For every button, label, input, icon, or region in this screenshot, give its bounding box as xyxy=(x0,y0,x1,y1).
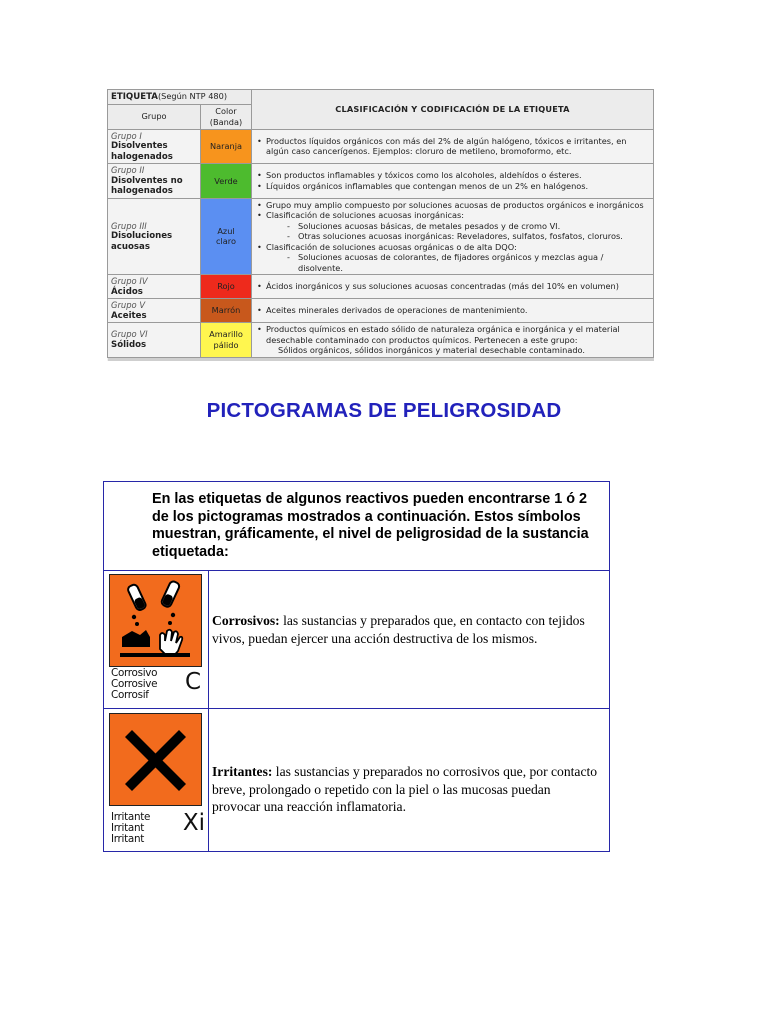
corrosive-symbol xyxy=(110,575,201,666)
bullet-text: Clasificación de soluciones acuosas inorgánicas: xyxy=(266,210,465,220)
group-name: Sólidos xyxy=(111,339,147,350)
group-number: Grupo VI xyxy=(111,329,148,340)
group-number: Grupo I xyxy=(111,130,142,141)
description-list xyxy=(255,136,650,157)
classification-header: CLASIFICACIÓN Y CODIFICACIÓN DE LA ETIQUETA xyxy=(252,90,654,130)
label-line: Irritante xyxy=(111,811,151,823)
page-heading: PICTOGRAMAS DE PELIGROSIDAD xyxy=(206,399,562,422)
corrosive-text: las sustancias y preparados que, en contacto con tejidos vivos, puedan ejercer una acción destructiva de los mismos. xyxy=(212,613,585,646)
group-cell xyxy=(108,323,201,358)
label-line: Irritant xyxy=(111,822,145,835)
description-bullet xyxy=(266,181,650,192)
description-cell xyxy=(252,323,654,358)
group-cell xyxy=(108,299,201,323)
description-cell xyxy=(252,198,654,275)
table-header-row xyxy=(108,90,654,105)
table-footer-bar xyxy=(108,357,654,361)
norma-label: (Según NTP 480) xyxy=(157,91,228,101)
table-row xyxy=(108,323,654,358)
corrosive-description xyxy=(212,571,601,708)
description-subitem: - Soluciones acuosas básicas, de metales pesados y de cromo VI. xyxy=(266,221,650,232)
band-color-cell: Azul claro xyxy=(201,198,252,275)
group-number: Grupo V xyxy=(111,300,146,310)
corrosive-code: C xyxy=(184,669,201,695)
pictogram-row-corrosive xyxy=(104,571,609,709)
color-header xyxy=(201,104,252,129)
group-number: Grupo II xyxy=(111,165,145,175)
group-cell xyxy=(108,129,201,164)
pictogram-description-cell xyxy=(209,571,609,708)
group-number: Grupo III xyxy=(111,220,147,231)
label-line: Corrosive xyxy=(111,678,158,691)
irritant-text: las sustancias y preparados no corrosivos que, por contacto breve, prolongado o repetido con la piel o las mucosas puedan provocar una reacción inflamatoria. xyxy=(212,764,598,815)
color-header-line1: Color xyxy=(215,106,237,116)
classification-rows xyxy=(108,129,654,357)
description-bullet xyxy=(266,242,650,274)
pictogram-image-cell xyxy=(104,571,209,708)
group-name: Disoluciones acuosas xyxy=(111,231,173,252)
band-color-cell: Verde xyxy=(201,164,252,199)
corrosive-label xyxy=(111,668,157,702)
irritant-label xyxy=(111,812,150,846)
description-subitem: - Soluciones acuosas de colorantes, de fijadores orgánicos y mezclas agua / disolvente. xyxy=(266,252,650,273)
description-bullet xyxy=(266,210,650,242)
description-cell xyxy=(252,275,654,299)
description-cell xyxy=(252,164,654,199)
color-header-line2: (Banda) xyxy=(209,116,243,127)
irritant-description xyxy=(212,709,601,851)
table-row xyxy=(108,275,654,299)
pictogram-image-cell xyxy=(104,709,209,851)
group-cell xyxy=(108,164,201,199)
description-dash-item: Sólidos orgánicos, sólidos inorgánicos y material desechable contaminado. xyxy=(278,345,586,355)
group-cell xyxy=(108,275,201,299)
irritant-symbol xyxy=(110,714,201,805)
group-name: Disolventes halogenados xyxy=(111,141,173,162)
bullet-text: Grupo muy amplio compuesto por soluciones acuosas de productos orgánicos e inorgánicos xyxy=(266,199,644,210)
irritant-icon xyxy=(109,713,202,806)
bullet-text: Líquidos orgánicos inflamables que contengan menos de un 2% en halógenos. xyxy=(266,180,589,191)
bullet-text: Son productos inflamables y tóxicos como los alcoholes, aldehídos o ésteres. xyxy=(266,170,582,181)
label-line: Corrosivo xyxy=(111,667,158,679)
description-list xyxy=(255,324,650,356)
table-row xyxy=(108,164,654,199)
group-header: Grupo xyxy=(108,104,201,129)
pictogram-row-irritant xyxy=(104,709,609,851)
group-number: Grupo IV xyxy=(111,276,148,286)
pictogram-intro: En las etiquetas de algunos reactivos pueden encontrarse 1 ó 2 de los pictogramas mostrados a continuación. Estos símbolos muestran, gráficamente, el nivel de peligrosidad de la sustancia etiquetada: xyxy=(104,482,609,571)
pictogram-table xyxy=(103,481,610,852)
bullet-text: Productos químicos en estado sólido de naturaleza orgánica e inorgánica y el material desechable contaminado con productos químicos. Pertenecen a este grupo: xyxy=(266,324,620,345)
band-color-cell: Rojo xyxy=(201,275,252,299)
description-cell xyxy=(252,129,654,164)
label-line: Irritant xyxy=(111,833,145,846)
description-list xyxy=(255,200,650,274)
etiqueta-header xyxy=(108,90,252,105)
corrosive-icon xyxy=(109,574,202,667)
description-bullet xyxy=(266,281,650,292)
description-list xyxy=(255,305,650,316)
description-list xyxy=(255,170,650,191)
group-name: Ácidos xyxy=(111,286,143,297)
pictogram-description-cell xyxy=(209,709,609,851)
description-list xyxy=(255,281,650,292)
bullet-text: Ácidos inorgánicos y sus soluciones acuosas concentradas (más del 10% en volumen) xyxy=(266,281,619,292)
table-row xyxy=(108,299,654,323)
corrosive-term: Corrosivos: xyxy=(212,613,280,628)
group-name: Aceites xyxy=(111,310,147,321)
description-cell xyxy=(252,299,654,323)
band-color-cell: Marrón xyxy=(201,299,252,323)
description-subitem: - Otras soluciones acuosas inorgánicas: Reveladores, sulfatos, fosfatos, cloruros. xyxy=(266,231,650,242)
etiqueta-label: ETIQUETA xyxy=(111,92,158,102)
classification-table xyxy=(107,89,654,361)
description-bullet xyxy=(266,200,650,211)
description-bullet xyxy=(266,136,650,157)
bullet-text: Aceites minerales derivados de operaciones de mantenimiento. xyxy=(266,305,528,316)
description-bullet xyxy=(266,170,650,181)
description-bullet xyxy=(266,305,650,316)
label-line: Corrosif xyxy=(111,689,149,702)
bullet-text: Clasificación de soluciones acuosas orgánicas o de alta DQO: xyxy=(266,241,517,252)
bullet-text: Productos líquidos orgánicos con más del 2% de algún halógeno, tóxicos e irritantes, en algún caso cancerígenos. Ejemplos: cloruro de metileno, bromoformo, etc. xyxy=(266,135,627,157)
irritant-code: Xi xyxy=(182,810,205,836)
band-color-cell: Naranja xyxy=(201,129,252,164)
irritant-term: Irritantes: xyxy=(212,764,273,779)
table-row xyxy=(108,198,654,275)
description-bullet xyxy=(266,324,650,356)
group-name: Disolventes no halogenados xyxy=(111,175,183,196)
band-color-cell: Amarillo pálido xyxy=(201,323,252,358)
group-cell xyxy=(108,198,201,275)
table-row xyxy=(108,129,654,164)
